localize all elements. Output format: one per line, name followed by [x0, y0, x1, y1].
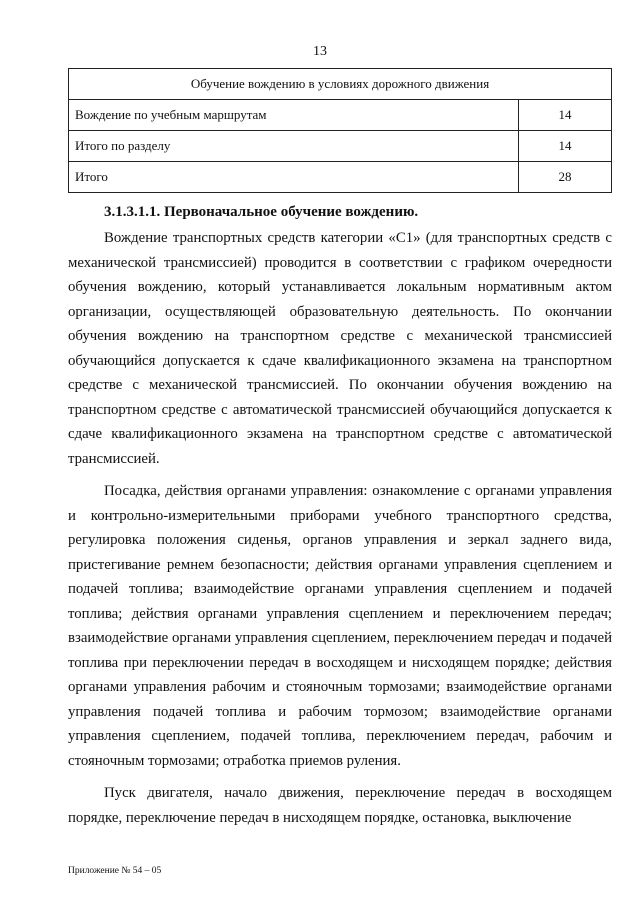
- hours-table: [68, 68, 612, 193]
- row-label: Итого по разделу: [69, 131, 519, 162]
- page-number: 13: [313, 44, 327, 59]
- paragraph: Пуск двигателя, начало движения, переключение передач в восходящем порядке, переключение передач в нисходящем порядке, остановка, выключение: [68, 785, 612, 826]
- table-row: [69, 162, 612, 193]
- table-header: Обучение вождению в условиях дорожного движения: [69, 69, 612, 100]
- paragraph: Посадка, действия органами управления: ознакомление с органами управления и контрольно-измерительными приборами учебного транспортного средства, регулировка положения сиденья, органов управления и зеркал заднего вида, пристегивание ремнем безопасности; действия органами управления сцеплением и подачей топлива; взаимодействие органами управления сцеплением и подачей топлива; действия органами управления сцеплением и переключением передач; взаимодействие органами управления сцеплением, переключением передач и подачей топлива при переключении передач в восходящем и нисходящем порядке; действия органами управления рабочим и стояночным тормозами; взаимодействие органами управления подачей топлива и рабочим тормозом; взаимодействие органами управления сцеплением, подачей топлива, переключением передач, рабочим и стояночным тормозами; отработка приемов руления.: [68, 483, 612, 769]
- table-row: [69, 131, 612, 162]
- table-header-row: [69, 69, 612, 100]
- row-value: 28: [519, 162, 612, 193]
- row-label: Итого: [69, 162, 519, 193]
- footer-note: Приложение № 54 – 05: [68, 866, 162, 876]
- row-label: Вождение по учебным маршрутам: [69, 100, 519, 131]
- paragraph: Вождение транспортных средств категории «С1» (для транспортных средств с механической трансмиссией) проводится в соответствии с графиком очередности обучения вождению, который устанавливается локальным нормативным актом организации, осуществляющей образовательную деятельность. По окончании обучения вождению на транспортном средстве с механической трансмиссией обучающийся допускается к сдаче квалификационного экзамена на транспортном средстве с механической трансмиссией. По окончании обучения вождению на транспортном средстве с автоматической трансмиссией обучающийся допускается к сдаче квалификационного экзамена на транспортном средстве с автоматической трансмиссией.: [68, 230, 612, 467]
- table-row: [69, 100, 612, 131]
- row-value: 14: [519, 100, 612, 131]
- row-value: 14: [519, 131, 612, 162]
- body-text: [68, 226, 612, 838]
- section-heading: 3.1.3.1.1. Первоначальное обучение вождению.: [104, 204, 419, 220]
